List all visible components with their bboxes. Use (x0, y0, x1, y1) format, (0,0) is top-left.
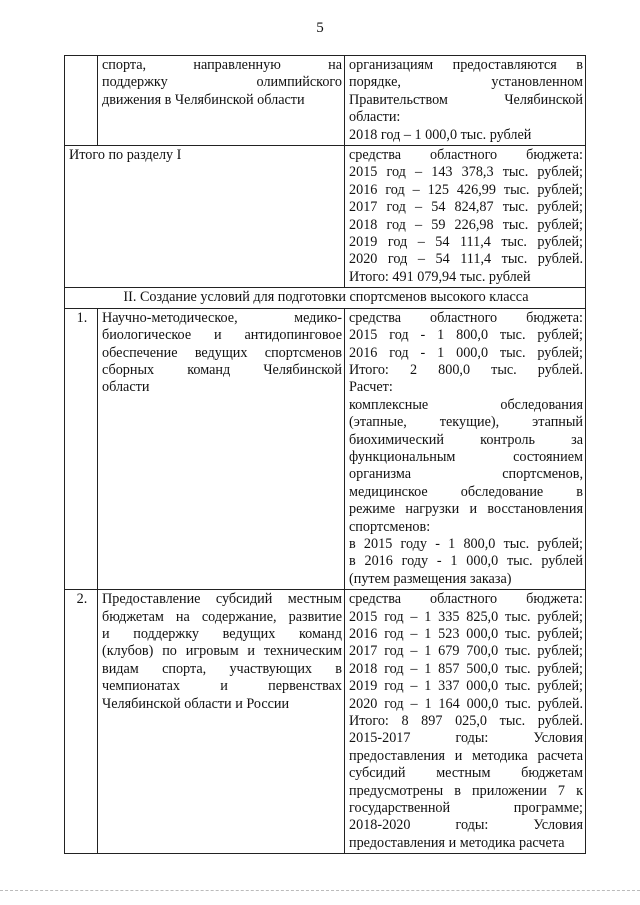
table-row (65, 308, 586, 590)
item-funding (345, 308, 586, 590)
text-line: предоставления и методика расчета (349, 834, 565, 851)
item-funding (345, 56, 586, 146)
item-number: 1. (65, 308, 98, 590)
section-total-row (65, 146, 586, 288)
text-line: 2017 год – 54 824,87 тыс. рублей; (349, 199, 583, 216)
text-line: обеспечение ведущих спортсменов (102, 344, 342, 361)
item-number: 2. (65, 590, 98, 854)
table-row (65, 590, 586, 854)
text-line: комплексные обследования (349, 396, 583, 413)
text-line: Итого: 8 897 025,0 тыс. рублей. (349, 713, 583, 730)
text-line: предоставления и методика расчета (349, 747, 583, 764)
text-line: чемпионатах и первенствах (102, 678, 342, 695)
text-line: (путем размещения заказа) (349, 570, 512, 587)
text-line: биохимический контроль за (349, 431, 583, 448)
text-line: движения в Челябинской области (102, 91, 305, 108)
text-line: средства областного бюджета: (349, 147, 583, 164)
table-row (65, 56, 586, 146)
text-line: области: (349, 109, 401, 126)
item-number-cell (65, 56, 98, 146)
text-line: Научно-методическое, медико- (102, 309, 342, 326)
text-line: 2015 год – 1 335 825,0 тыс. рублей; (349, 608, 583, 625)
text-line: 2015 год - 1 800,0 тыс. рублей; (349, 327, 583, 344)
text-line: средства областного бюджета: (349, 591, 583, 608)
text-line: в 2015 году - 1 800,0 тыс. рублей; (349, 535, 583, 552)
text-line: бюджетам на содержание, развитие (102, 608, 342, 625)
text-line: 2015 год – 143 378,3 тыс. рублей; (349, 164, 583, 181)
text-line: 2019 год – 54 111,4 тыс. рублей; (349, 234, 583, 251)
item-description (98, 308, 345, 590)
text-line: предусмотрены в приложении 7 к (349, 782, 583, 799)
text-line: Предоставление субсидий местным (102, 591, 342, 608)
text-line: 2018 год – 59 226,98 тыс. рублей; (349, 216, 583, 233)
item-funding (345, 590, 586, 854)
scan-edge-line (0, 890, 640, 891)
text-line: Итого: 491 079,94 тыс. рублей (349, 268, 531, 285)
text-line: 2016 год – 125 426,99 тыс. рублей; (349, 181, 583, 198)
page-number: 5 (316, 20, 324, 36)
text-line: 2016 год – 1 523 000,0 тыс. рублей; (349, 626, 583, 642)
text-line: государственной программе; (349, 800, 583, 817)
text-line: 2015-2017 годы: Условия (349, 730, 583, 747)
text-line: 2018 год – 1 000,0 тыс. рублей (349, 126, 532, 143)
text-line: субсидий местным бюджетам (349, 765, 583, 782)
section-header-row (65, 288, 586, 308)
text-line: режиме нагрузки и восстановления (349, 501, 583, 518)
text-line: биологическое и антидопинговое (102, 327, 342, 344)
text-line: медицинское обследование в (349, 483, 583, 500)
text-line: (этапные, текущие), этапный (349, 414, 583, 431)
text-line: сборных команд Челябинской (102, 361, 342, 378)
text-line: спортсменов: (349, 518, 431, 535)
text-line: 2017 год – 1 679 700,0 тыс. рублей; (349, 643, 583, 660)
text-line: Расчет: (349, 379, 393, 396)
text-line: (клубов) по игровым и техническим (102, 643, 342, 660)
text-line: функциональным состоянием (349, 448, 583, 465)
text-line: средства областного бюджета: (349, 309, 583, 326)
section-total-funding (345, 146, 586, 288)
text-line: 2019 год – 1 337 000,0 тыс. рублей; (349, 678, 583, 695)
text-line: видам спорта, участвующих в (102, 660, 342, 677)
section-total-label: Итого по разделу I (65, 146, 345, 288)
text-line: организма спортсменов, (349, 466, 583, 483)
text-line: области (102, 379, 150, 396)
text-line: 2018-2020 годы: Условия (349, 817, 583, 834)
text-line: организациям предоставляются в (349, 57, 583, 73)
text-line: 2020 год – 54 111,4 тыс. рублей. (349, 251, 583, 268)
text-line: спорта, направленную на (102, 57, 342, 73)
text-line: Правительством Челябинской (349, 91, 583, 108)
text-line: Челябинской области и России (102, 695, 290, 712)
text-line: в 2016 году - 1 000,0 тыс. рублей (349, 553, 583, 570)
section-title: II. Создание условий для подготовки спортсменов высокого класса (65, 288, 586, 308)
text-line: и поддержку ведущих команд (102, 626, 342, 642)
item-description (98, 56, 345, 146)
text-line: Итого: 2 800,0 тыс. рублей. (349, 361, 583, 378)
text-line: 2016 год - 1 000,0 тыс. рублей; (349, 344, 583, 361)
text-line: поддержку олимпийского (102, 74, 342, 91)
item-description (98, 590, 345, 854)
program-table (64, 55, 586, 854)
text-line: 2018 год – 1 857 500,0 тыс. рублей; (349, 660, 583, 677)
text-line: 2020 год – 1 164 000,0 тыс. рублей. (349, 695, 583, 712)
text-line: порядке, установленном (349, 74, 583, 91)
